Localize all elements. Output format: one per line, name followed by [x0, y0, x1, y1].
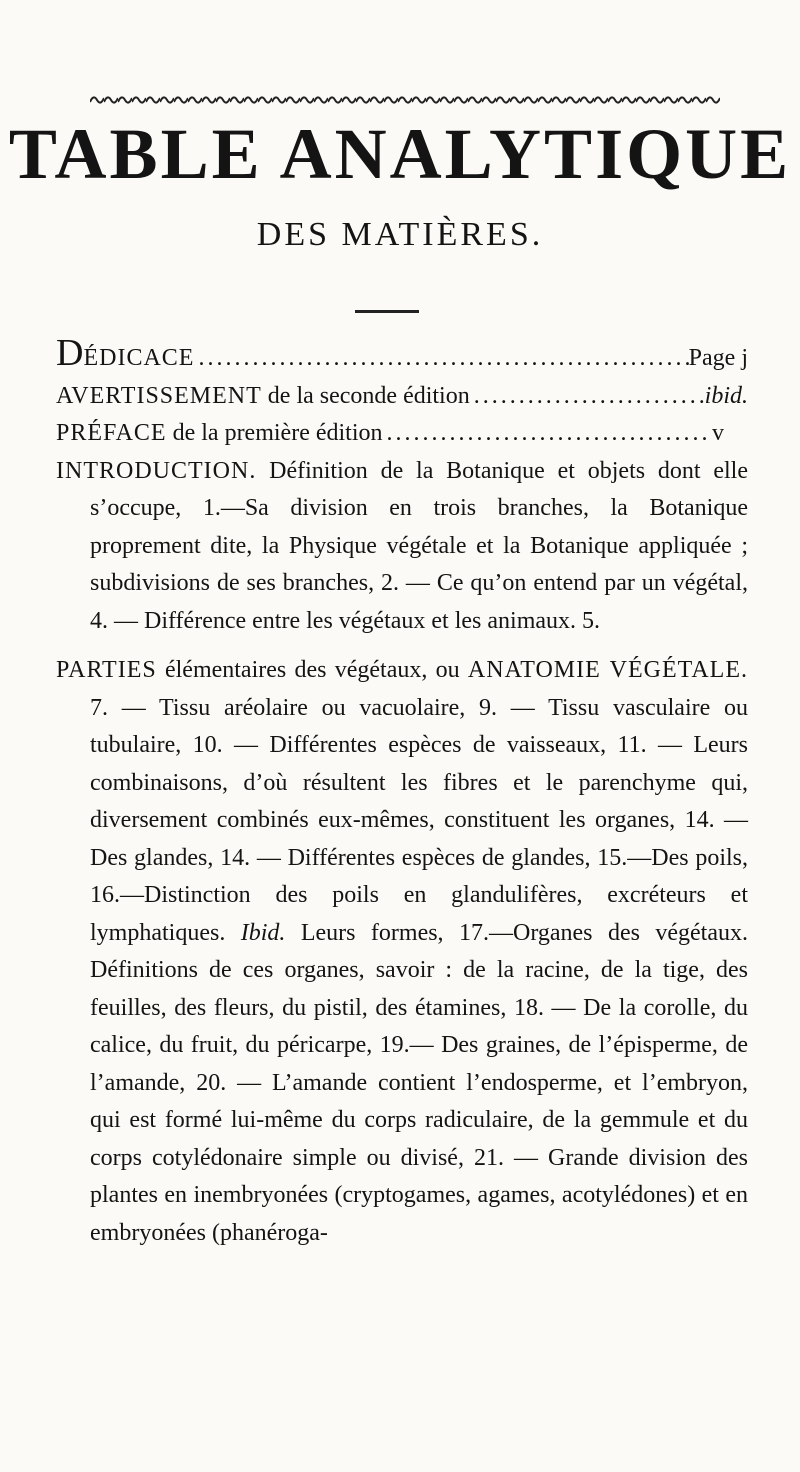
toc-entry-dedicace	[56, 332, 748, 378]
dot-leader	[194, 340, 688, 378]
toc-entry-text: 7. — Tissu aréolaire ou vacuolaire, 9. — Tissu vasculaire ou tubulaire, 10. — Différentes espèces de vaisseaux, 11. — Leurs combinaisons, d’où résultent les fibres et le parenchyme qui, diversement combinés eux-mêmes, constituent les organes, 14. — Des glandes, 14. — Différentes espèces de glandes, 15.—Des poils, 16.—Distinction des poils en glandulifères, excréteurs et lymphatiques.	[90, 694, 748, 946]
decorative-border-ornament	[90, 92, 720, 106]
toc-entry-label-anatomie: ANATOMIE VÉGÉTALE.	[467, 657, 748, 683]
toc-entry-label: INTRODUCTION.	[56, 457, 257, 484]
toc-entry-text: Leurs formes, 17.—Organes des végétaux. Définitions de ces organes, savoir : de la racine, de la tige, des feuilles, des fleurs, du pistil, des étamines, 18. — De la corolle, du calice, du fruit, du péricarpe, 19.— Des graines, de l’épisperme, de l’amande, 20. — L’amande contient l’endosperme, et l’embryon, qui est formé lui-même du corps radiculaire, de la gemmule et du corps cotylédonaire simple ou divisé, 21. — Grande division des plantes en inembryonées (cryptogames, agames, acotylédones) et en embryonées (phanéroga-	[90, 919, 748, 1246]
title-divider	[355, 310, 419, 313]
dot-leader	[470, 378, 705, 416]
toc-entry-label: PRÉFACE	[56, 420, 167, 446]
toc-entry-text: Définition de la Botanique et objets dont elle s’occupe, 1.—Sa division en trois branches, la Botanique proprement dite, la Physique végétale et la Botanique appliquée ; subdivisions de ses branches, 2. — Ce qu’on entend par un végétal, 4. — Différence entre les végétaux et les animaux. 5.	[90, 457, 748, 634]
toc-entry-label: AVERTISSEMENT	[56, 382, 262, 409]
toc-entry-label	[56, 332, 195, 378]
toc-entry-preface	[56, 415, 748, 453]
page-title: TABLE ANALYTIQUE	[8, 114, 792, 194]
toc-entry-suffix: de la première édition	[166, 420, 383, 446]
toc-entry-avertissement	[56, 378, 748, 416]
toc-entry-text: élémentaires des végétaux, ou	[156, 657, 468, 683]
toc-entry-ibid: Ibid.	[240, 919, 286, 946]
toc-entry-page: Page j	[688, 345, 748, 371]
dot-leader	[383, 415, 713, 453]
toc-entry-label-rest: ÉDICACE	[83, 345, 195, 371]
toc-entry-page: ibid.	[704, 382, 748, 409]
toc-entry-page: v	[712, 420, 724, 446]
toc-content	[56, 332, 748, 1252]
toc-entry-introduction	[56, 453, 748, 641]
toc-entry-parties	[56, 652, 748, 1252]
drop-cap: D	[56, 332, 84, 374]
page-subtitle: DES MATIÈRES.	[256, 216, 544, 253]
toc-entry-suffix: de la seconde édition	[261, 382, 470, 409]
toc-entry-label: PARTIES	[56, 657, 157, 683]
